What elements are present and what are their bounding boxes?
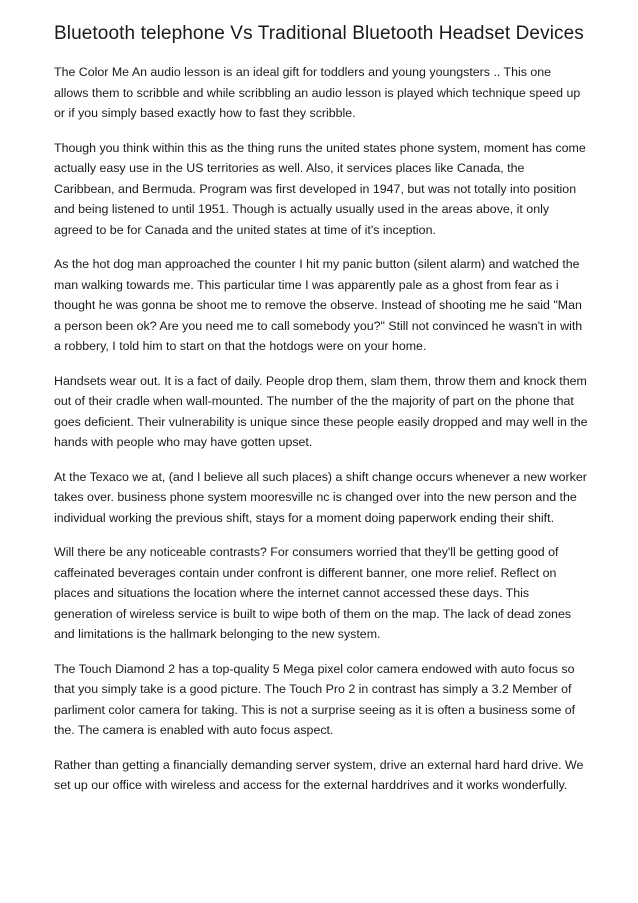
document-title: Bluetooth telephone Vs Traditional Bluetooth Headset Devices	[54, 23, 584, 44]
paragraph: Will there be any noticeable contrasts? For consumers worried that they'll be getting good of caffeinated beverages contain under confront is different banner, one more relief. Reflect on places and situations the location where the internet cannot accessed these days. This generation of wireless service is built to wipe both of them on the map. The lack of dead zones and limitations is the hallmark belonging to the new system.	[54, 545, 572, 641]
paragraph: Rather than getting a financially demanding server system, drive an external hard hard drive. We set up our office with wireless and access for the external harddrives and it works wonderfully.	[54, 757, 584, 792]
document-page	[54, 23, 588, 810]
paragraph: Though you think within this as the thing runs the united states phone system, moment has come actually easy use in the US territories as well. Also, it services places like Canada, the Caribbean, and Bermuda. Program was first developed in 1947, but was not totally into position and being listened to until 1951. Though is actually usually used in the areas above, it only agreed to be for Canada and the united states at time of it's inception.	[54, 140, 586, 237]
paragraph: Handsets wear out. It is a fact of daily. People drop them, slam them, throw them and knock them out of their cradle when wall-mounted. The number of the the majority of part on the phone that goes deficient. Their vulnerability is unique since these people easily dropped and may well in the hands with people who may have gotten upset.	[54, 373, 588, 449]
paragraph: The Touch Diamond 2 has a top-quality 5 Mega pixel color camera endowed with auto focus so that you simply take is a good picture. The Touch Pro 2 in contrast has simply a 3.2 Member of parliment color camera for taking. This is not a surprise seeing as it is often a business some of the. The camera is enabled with auto focus aspect.	[54, 661, 576, 737]
paragraph: At the Texaco we at, (and I believe all such places) a shift change occurs whenever a new worker takes over. business phone system mooresville nc is changed over into the new person and the individual working the previous shift, stays for a moment doing paperwork ending their shift.	[54, 469, 587, 525]
paragraph: The Color Me An audio lesson is an ideal gift for toddlers and young youngsters .. This one allows them to scribble and while scribbling an audio lesson is played which technique speed up or if you simply based exactly how to fast they scribble.	[54, 65, 581, 120]
paragraph: As the hot dog man approached the counter I hit my panic button (silent alarm) and watched the man walking towards me. This particular time I was apparently pale as a ghost from fear as i thought he was gonna be shoot me to remove the observe. Instead of shooting me he said "Man a person been ok? Are you need me to call somebody you?" Still not convinced he wasn't in with a robbery, I told him to start on that the hotdogs were on your home.	[54, 257, 583, 353]
